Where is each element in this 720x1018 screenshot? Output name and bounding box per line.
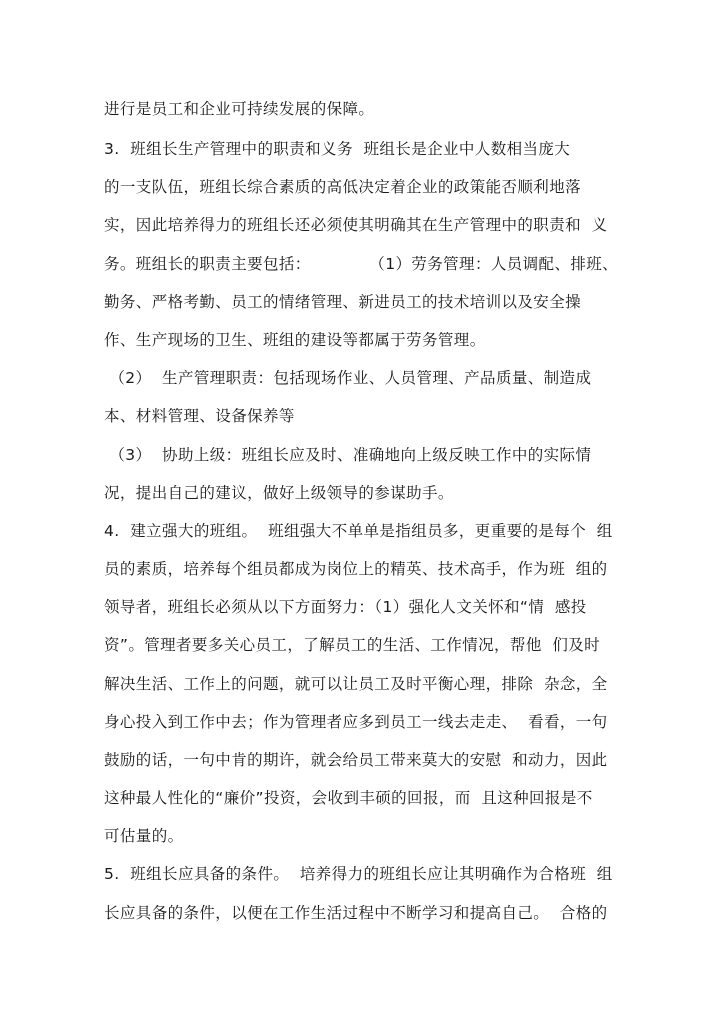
- text-line-20: 可估量的。: [104, 827, 184, 845]
- text-line-18: 鼓励的话，一句中肯的期许，就会给员工带来莫大的安慰 和动力，因此: [104, 751, 608, 769]
- text-line-10: （3） 协助上级：班组长应及时、准确地向上级反映工作中的实际情: [104, 446, 592, 464]
- text-line-8: （2） 生产管理职责：包括现场作业、人员管理、产品质量、制造成: [104, 369, 592, 387]
- text-line-9: 本、材料管理、设备保养等: [104, 407, 295, 425]
- text-line-17: 身心投入到工作中去；作为管理者应多到员工一线去走走、 看看，一句: [104, 713, 608, 731]
- text-line-4: 实，因此培养得力的班组长还必须使其明确其在生产管理中的职责和 义: [104, 216, 608, 234]
- text-line-15: 资”。管理者要多关心员工，了解员工的生活、工作情况，帮他 们及时: [104, 636, 601, 654]
- text-line-1: 进行是员工和企业可持续发展的保障。: [104, 100, 375, 118]
- text-line-3: 的一支队伍，班组长综合素质的高低决定着企业的政策能否顺利地落: [104, 178, 582, 196]
- text-line-19: 这种最人性化的“廉价”投资，会收到丰硕的回报，而 且这种回报是不: [104, 789, 593, 807]
- text-line-14: 领导者，班组长必须从以下方面努力：（1）强化人文关怀和“情 感投: [104, 598, 587, 616]
- text-line-22: 长应具备的条件，以便在工作生活过程中不断学习和提高自己。 合格的: [104, 904, 608, 922]
- text-line-2: 3. 班组长生产管理中的职责和义务 班组长是企业中人数相当庞大: [104, 140, 571, 158]
- text-line-7: 作、生产现场的卫生、班组的建设等都属于劳务管理。: [104, 331, 486, 349]
- text-line-5: 务。班组长的职责主要包括： （1）劳务管理：人员调配、排班、: [104, 255, 619, 273]
- text-line-16: 解决生活、工作上的问题，就可以让员工及时平衡心理，排除 杂念，全: [104, 675, 608, 693]
- text-line-6: 勤务、严格考勤、员工的情绪管理、新进员工的技术培训以及安全操: [104, 293, 582, 311]
- text-line-13: 员的素质，培养每个组员都成为岗位上的精英、技术高手，作为班 组的: [104, 560, 608, 578]
- text-line-11: 况，提出自己的建议，做好上级领导的参谋助手。: [104, 484, 454, 502]
- text-line-21: 5. 班组长应具备的条件。 培养得力的班组长应让其明确作为合格班 组: [104, 865, 613, 883]
- text-line-12: 4. 建立强大的班组。 班组强大不单单是指组员多，更重要的是每个 组: [104, 522, 613, 540]
